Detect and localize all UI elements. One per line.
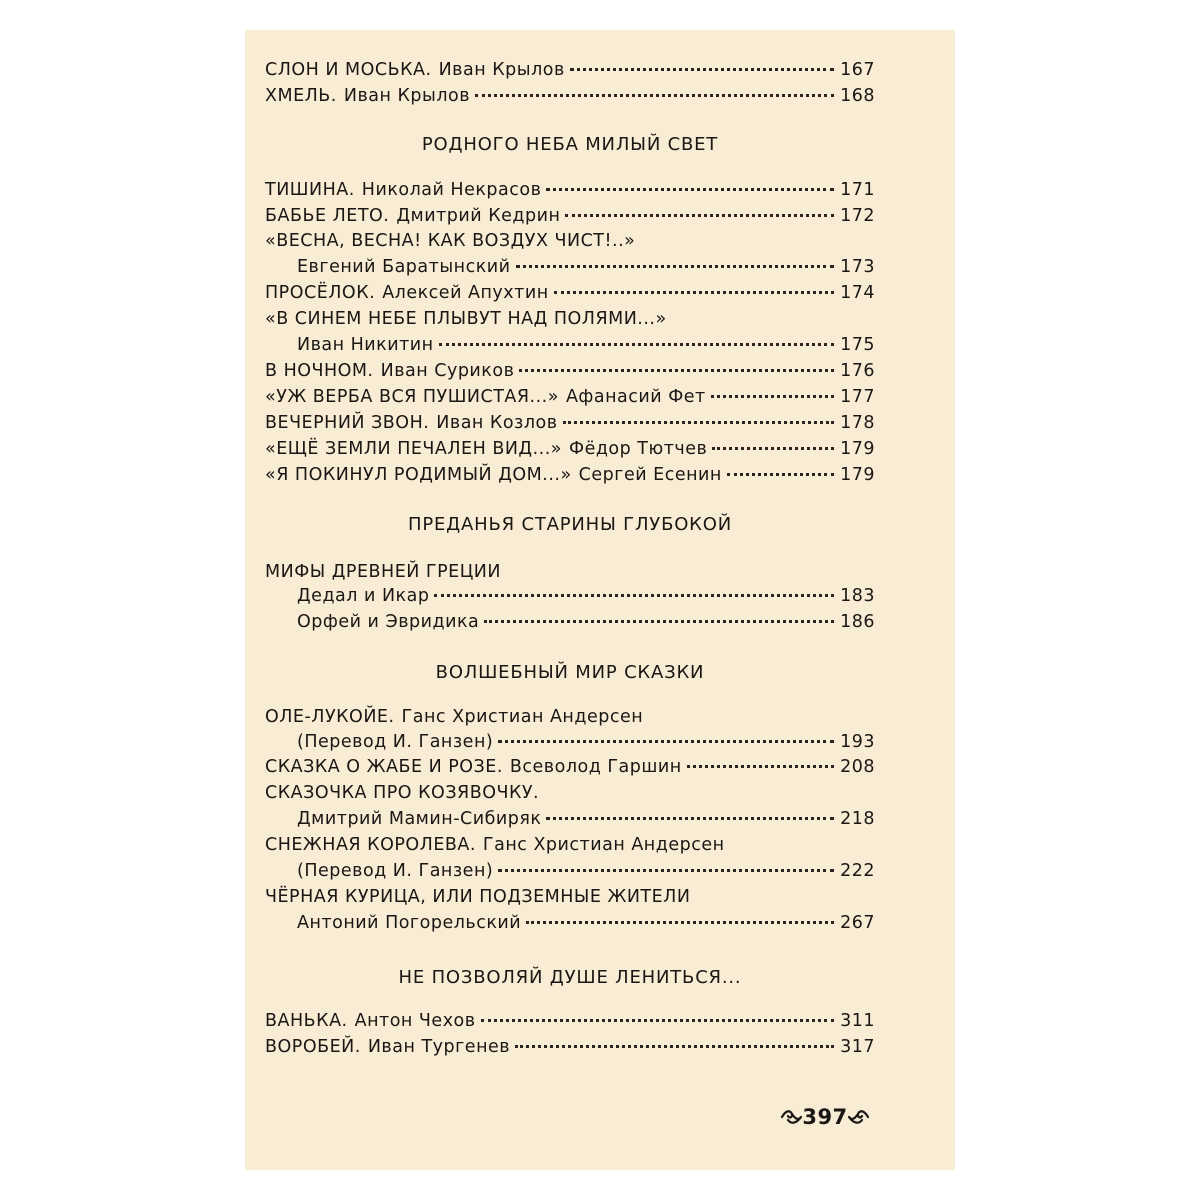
entry-author: Иван Козлов — [436, 413, 558, 433]
entry-author: Иван Крылов — [343, 86, 471, 106]
entry-page-number: 267 — [840, 913, 875, 933]
entry-author: Фёдор Тютчев — [569, 439, 708, 459]
entry-author: (Перевод И. Ганзен) — [297, 732, 494, 752]
entry-page-number: 218 — [840, 809, 875, 829]
dot-leader — [498, 740, 834, 743]
toc-entry[interactable] — [265, 58, 875, 82]
toc-entry[interactable] — [265, 281, 875, 305]
entry-page-number: 168 — [840, 86, 875, 106]
entry-page-number: 311 — [840, 1011, 875, 1031]
dot-leader — [515, 1045, 834, 1048]
entry-page-number: 183 — [840, 586, 875, 606]
entry-page-number: 176 — [840, 361, 875, 381]
toc-entry[interactable] — [265, 833, 875, 857]
page-number: 397 — [802, 1105, 848, 1129]
toc-entry[interactable] — [297, 610, 875, 634]
entry-title: «ЕЩЁ ЗЕМЛИ ПЕЧАЛЕН ВИД...» — [265, 439, 562, 459]
dot-leader — [727, 473, 834, 476]
entry-page-number: 177 — [840, 387, 875, 407]
entry-author: Антоний Погорельский — [297, 913, 522, 933]
entry-title: ОЛЕ-ЛУКОЙЕ. — [265, 707, 395, 727]
section-heading: ВОЛШЕБНЫЙ МИР СКАЗКИ — [435, 662, 705, 683]
entry-author: Алексей Апухтин — [382, 283, 549, 303]
section-heading: РОДНОГО НЕБА МИЛЫЙ СВЕТ — [421, 134, 719, 155]
toc-entry[interactable] — [265, 307, 875, 331]
dot-leader — [526, 921, 834, 924]
dot-leader — [687, 765, 834, 768]
entry-title: ПРОСЁЛОК. — [265, 283, 376, 303]
toc-entry[interactable] — [297, 911, 875, 935]
toc-entry[interactable] — [265, 229, 875, 253]
dot-leader — [563, 421, 835, 424]
entry-title: «УЖ ВЕРБА ВСЯ ПУШИСТАЯ...» — [265, 387, 559, 407]
entry-title: СНЕЖНАЯ КОРОЛЕВА. — [265, 835, 476, 855]
entry-author: Евгений Баратынский — [297, 257, 511, 277]
entry-author: Афанасий Фет — [565, 387, 706, 407]
section-heading: ПРЕДАНЬЯ СТАРИНЫ ГЛУБОКОЙ — [408, 514, 732, 535]
dot-leader — [554, 291, 834, 294]
entry-page-number: 172 — [840, 206, 875, 226]
entry-page-number: 167 — [840, 60, 875, 80]
toc-entry[interactable] — [297, 859, 875, 883]
entry-title: ВОРОБЕЙ. — [265, 1037, 361, 1057]
ornament-right-icon — [848, 1106, 870, 1128]
entry-title: СКАЗОЧКА ПРО КОЗЯВОЧКУ. — [265, 783, 540, 803]
toc-entry[interactable] — [265, 705, 875, 729]
dot-leader — [498, 869, 834, 872]
entry-author: Иван Крылов — [438, 60, 565, 80]
toc-entry[interactable] — [265, 1035, 875, 1059]
dot-leader — [475, 94, 834, 97]
entry-author: Ганс Христиан Андерсен — [482, 835, 725, 855]
entry-title: «В СИНЕМ НЕБЕ ПЛЫВУТ НАД ПОЛЯМИ...» — [265, 309, 667, 329]
toc-entry[interactable] — [265, 781, 875, 805]
toc-entry[interactable] — [297, 730, 875, 754]
toc-entry[interactable] — [265, 204, 875, 228]
book-page — [245, 30, 955, 1170]
entry-page-number: 178 — [840, 413, 875, 433]
toc-entry[interactable] — [297, 255, 875, 279]
ornament-left-icon — [780, 1106, 802, 1128]
entry-author: (Перевод И. Ганзен) — [297, 861, 494, 881]
toc-entry[interactable] — [265, 178, 875, 202]
entry-author: Иван Тургенев — [367, 1037, 511, 1057]
entry-page-number: 186 — [840, 612, 875, 632]
toc-entry[interactable] — [297, 333, 875, 357]
entry-title: СКАЗКА О ЖАБЕ И РОЗЕ. — [265, 757, 503, 777]
entry-author: Антон Чехов — [354, 1011, 476, 1031]
entry-title: ХМЕЛЬ. — [265, 86, 337, 106]
entry-page-number: 175 — [840, 335, 875, 355]
toc-entry[interactable] — [297, 807, 875, 831]
dot-leader — [484, 620, 834, 623]
entry-page-number: 179 — [840, 439, 875, 459]
toc-entry[interactable] — [265, 1009, 875, 1033]
dot-leader — [516, 265, 835, 268]
entry-author: Сергей Есенин — [578, 465, 722, 485]
entry-title: МИФЫ ДРЕВНЕЙ ГРЕЦИИ — [265, 562, 501, 582]
entry-title: БАБЬЕ ЛЕТО. — [265, 206, 390, 226]
entry-page-number: 171 — [840, 180, 875, 200]
entry-title: ВАНЬКА. — [265, 1011, 348, 1031]
entry-title: ВЕЧЕРНИЙ ЗВОН. — [265, 413, 430, 433]
entry-author: Ганс Христиан Андерсен — [401, 707, 644, 727]
toc-entry[interactable] — [265, 463, 875, 487]
entry-page-number: 222 — [840, 861, 875, 881]
dot-leader — [712, 447, 834, 450]
dot-leader — [546, 188, 834, 191]
toc-entry[interactable] — [265, 437, 875, 461]
entry-page-number: 174 — [840, 283, 875, 303]
entry-title: В НОЧНОМ. — [265, 361, 374, 381]
entry-author: Дедал и Икар — [297, 586, 430, 606]
entry-title: «ВЕСНА, ВЕСНА! КАК ВОЗДУХ ЧИСТ!..» — [265, 231, 636, 251]
entry-page-number: 193 — [840, 732, 875, 752]
entry-title: ЧЁРНАЯ КУРИЦА, ИЛИ ПОДЗЕМНЫЕ ЖИТЕЛИ — [265, 887, 691, 907]
toc-entry[interactable] — [265, 84, 875, 108]
dot-leader — [711, 395, 834, 398]
dot-leader — [481, 1019, 835, 1022]
entry-title: «Я ПОКИНУЛ РОДИМЫЙ ДОМ...» — [265, 465, 572, 485]
section-heading: НЕ ПОЗВОЛЯЙ ДУШЕ ЛЕНИТЬСЯ... — [398, 967, 742, 988]
page-folio — [765, 1100, 885, 1134]
dot-leader — [439, 343, 834, 346]
toc-entry[interactable] — [265, 560, 875, 584]
entry-author: Всеволод Гаршин — [509, 757, 682, 777]
entry-author: Дмитрий Мамин-Сибиряк — [297, 809, 542, 829]
entry-page-number: 208 — [840, 757, 875, 777]
dot-leader — [546, 817, 834, 820]
entry-author: Иван Суриков — [380, 361, 515, 381]
entry-author: Николай Некрасов — [361, 180, 542, 200]
entry-title: ТИШИНА. — [265, 180, 355, 200]
entry-page-number: 173 — [840, 257, 875, 277]
entry-page-number: 317 — [840, 1037, 875, 1057]
entry-author: Дмитрий Кедрин — [396, 206, 561, 226]
entry-author: Иван Никитин — [297, 335, 434, 355]
entry-author: Орфей и Эвридика — [297, 612, 480, 632]
toc-entry[interactable] — [265, 885, 875, 909]
dot-leader — [519, 369, 834, 372]
entry-title: СЛОН И МОСЬКА. — [265, 60, 432, 80]
dot-leader — [570, 68, 834, 71]
dot-leader — [434, 594, 834, 597]
toc-entry[interactable] — [265, 411, 875, 435]
entry-page-number: 179 — [840, 465, 875, 485]
toc-entry[interactable] — [297, 584, 875, 608]
toc-entry[interactable] — [265, 755, 875, 779]
toc-entry[interactable] — [265, 385, 875, 409]
toc-entry[interactable] — [265, 359, 875, 383]
dot-leader — [565, 214, 834, 217]
